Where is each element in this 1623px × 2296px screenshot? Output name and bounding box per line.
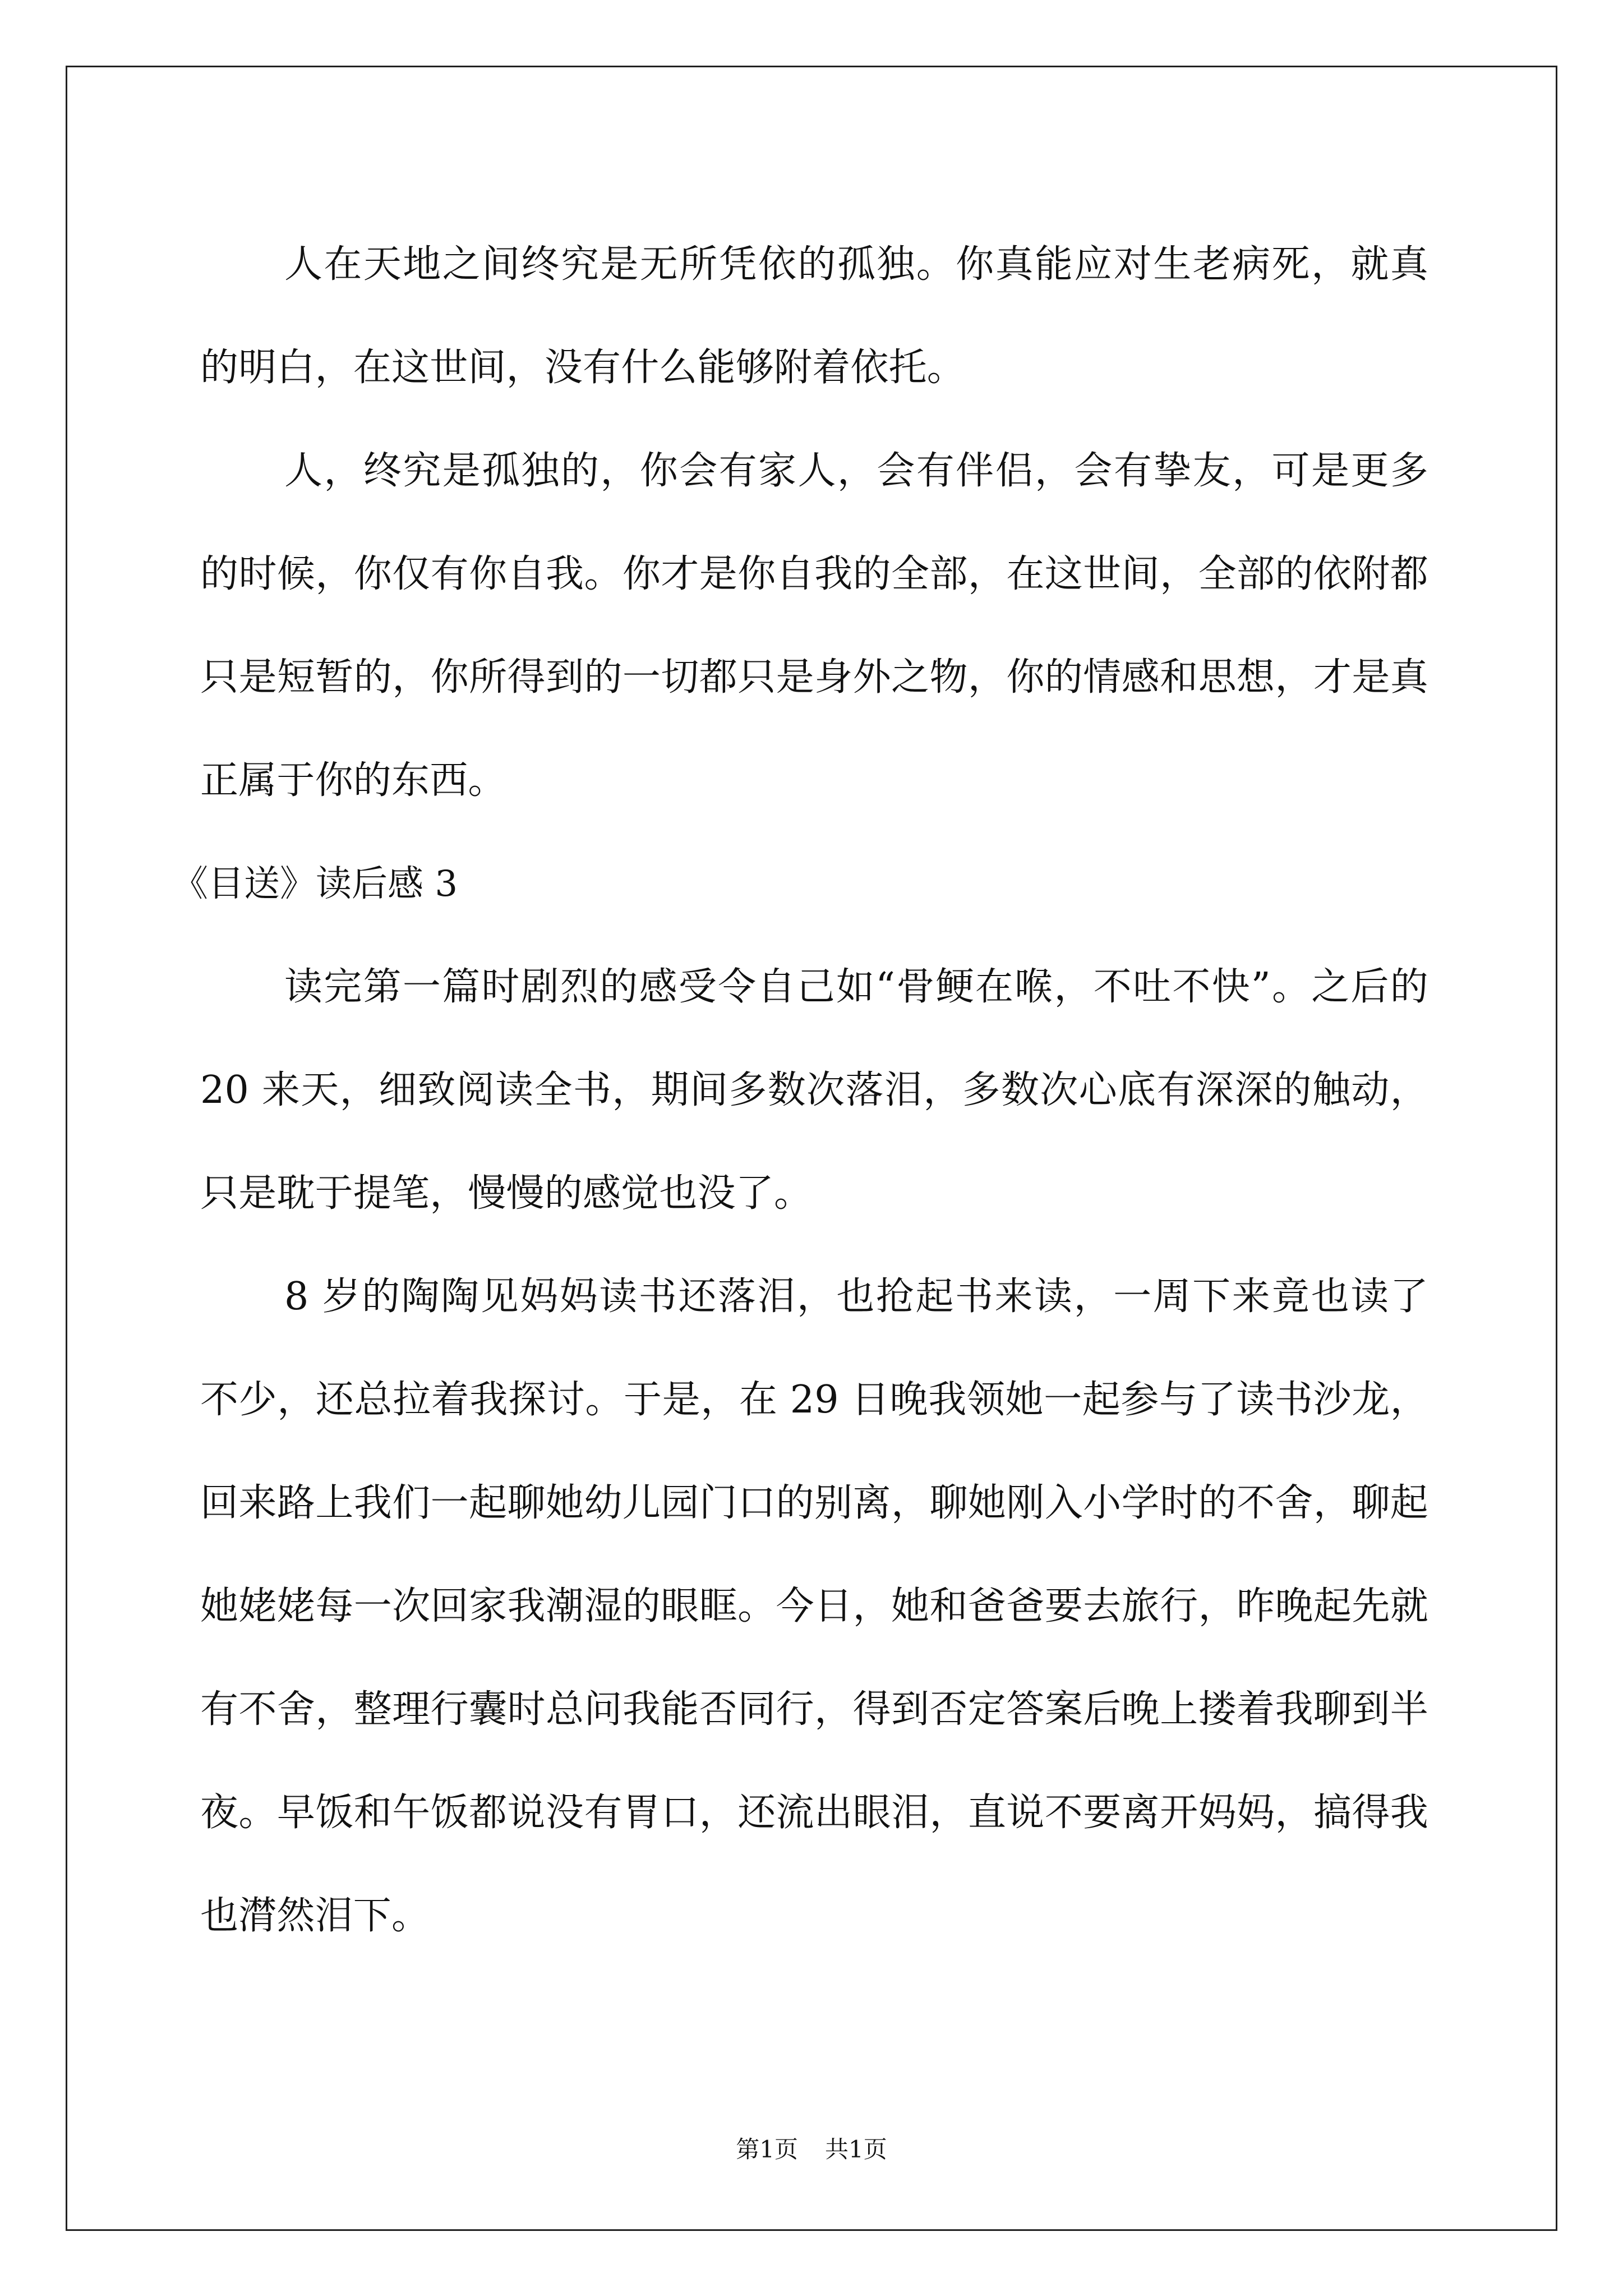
section-heading: 《目送》读后感 3 [172, 863, 458, 905]
paragraph-2: 人，终究是孤独的，你会有家人，会有伴侣，会有挚友，可是更多的时候，你仅有你自我。你才是你自我的全部，在这世间，全部的依附都只是短暂的，你所得到的一切都只是身外之物，你的情感和思想，才是真正属于你的东西。 [200, 449, 1428, 803]
page-number: 第1页 [736, 2136, 798, 2163]
paragraph-4: 8 岁的陶陶见妈妈读书还落泪，也抢起书来读，一周下来竟也读了不少，还总拉着我探讨。于是，在 29 日晚我领她一起参与了读书沙龙，回来路上我们一起聊她幼儿园门口的别离，聊她刚入小学时的不舍，聊起她姥姥每一次回家我潮湿的眼眶。今日，她和爸爸要去旅行，昨晚起先就有不舍，整理行囊时总问我能否同行，得到否定答案后晚上搂着我聊到半夜。早饭和午饭都说没有胃口，还流出眼泪，直说不要离开妈妈，搞得我也潸然泪下。 [200, 1274, 1428, 1938]
page-total: 共1页 [825, 2136, 887, 2163]
paragraph-1: 人在天地之间终究是无所凭依的孤独。你真能应对生老病死，就真的明白，在这世间，没有什么能够附着依托。 [200, 242, 1428, 390]
page-footer [0, 2133, 1623, 2166]
document-body [172, 213, 1428, 1968]
paragraph-3: 读完第一篇时剧烈的感受令自己如“骨鲠在喉，不吐不快”。之后的 20 来天，细致阅读全书，期间多数次落泪，多数次心底有深深的触动，只是耽于提笔，慢慢的感觉也没了。 [200, 965, 1428, 1216]
